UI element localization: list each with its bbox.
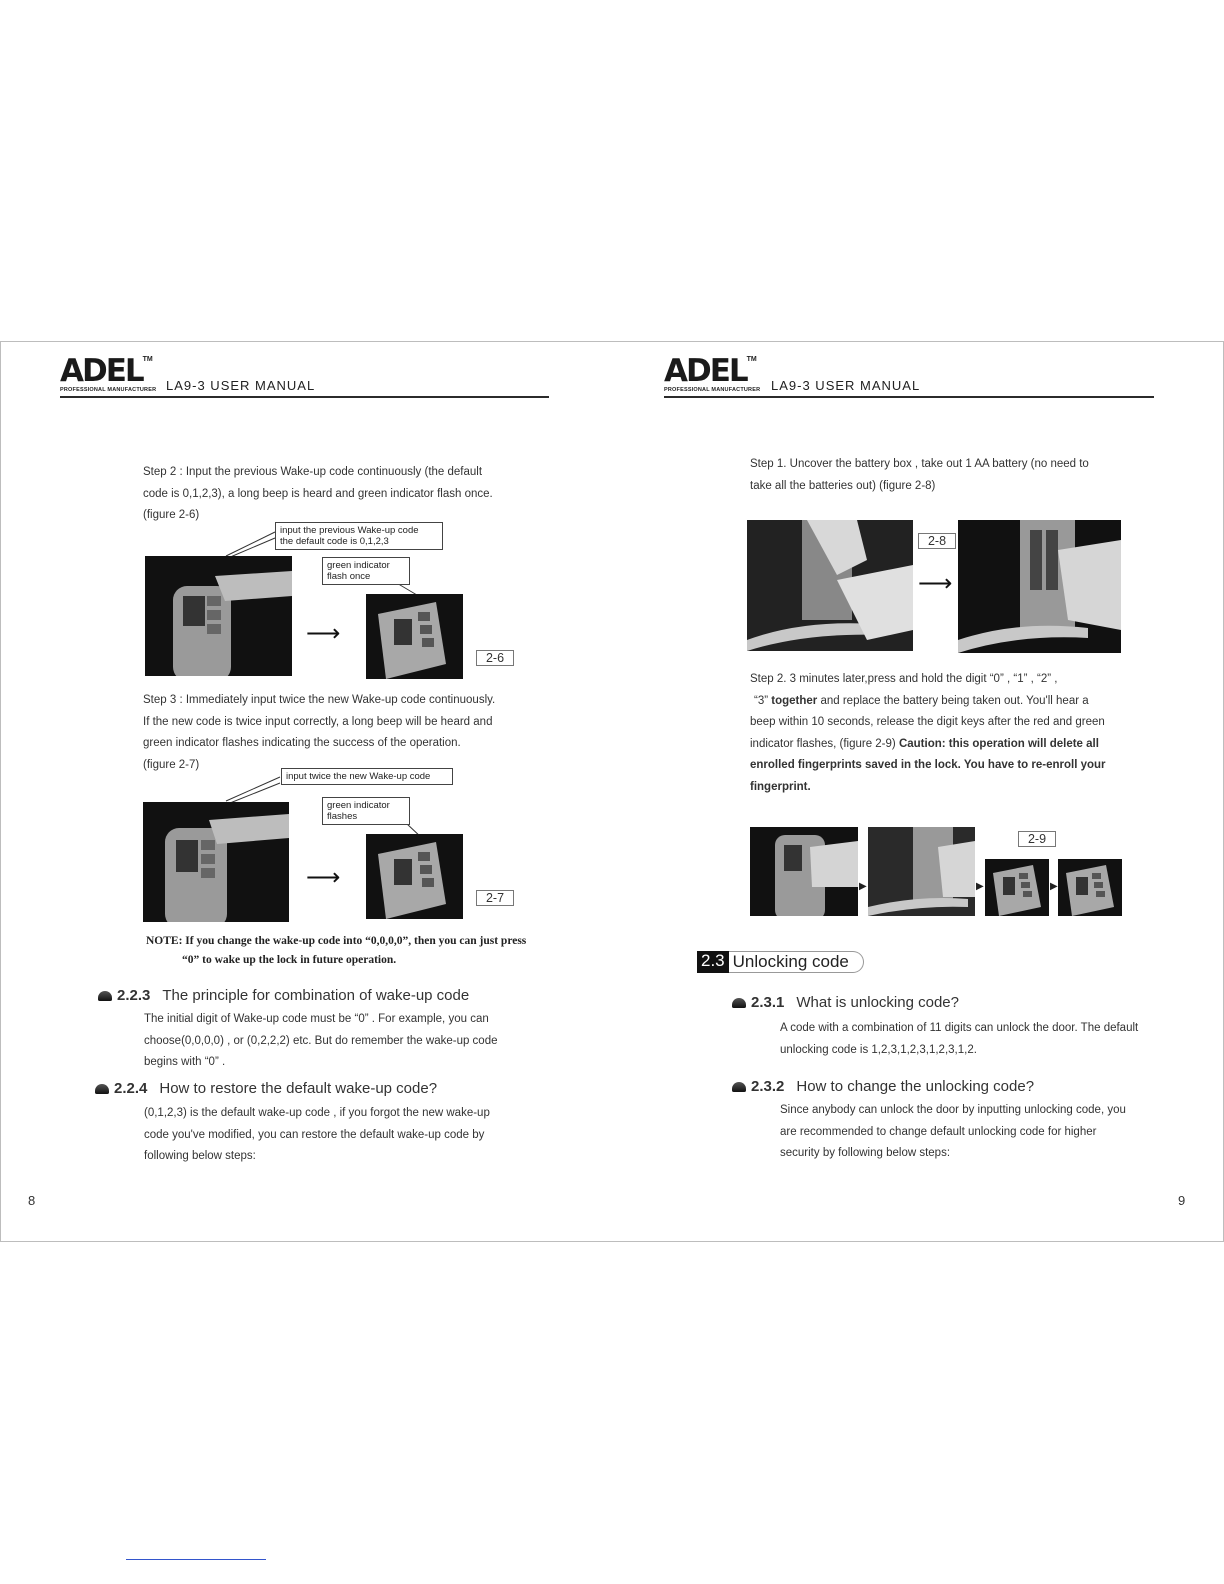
section-number: 2.3.1 [751, 994, 785, 1011]
heading-2-2-3 [98, 987, 469, 1004]
s232-body [780, 1100, 1152, 1165]
callout-line: the default code is 0,1,2,3 [280, 536, 389, 547]
callout-line: green indicator [327, 560, 390, 571]
text-line: code you've modified, you can restore the default wake-up code by [144, 1128, 485, 1141]
text-line: (figure 2-6) [143, 509, 200, 521]
press-digits-illustration [750, 827, 858, 916]
lock-illustration [143, 802, 289, 922]
heading-2-3-1 [732, 994, 959, 1011]
text-line: unlocking code is 1,2,3,1,2,3,1,2,3,1,2. [780, 1043, 977, 1056]
right-arrow-icon: ⟶ [306, 620, 341, 647]
note-line: “0” to wake up the lock in future operation. [182, 954, 397, 966]
header-rule-right [664, 396, 1154, 398]
lock-closeup-illustration [366, 594, 463, 679]
heading-2-3-2 [732, 1078, 1034, 1095]
photo-finger-input-code [143, 802, 289, 922]
text-line: Step 1. Uncover the battery box , take out 1 AA battery (no need to [750, 458, 1089, 470]
brand-name: ADEL [60, 353, 143, 389]
right-arrow-icon: ⟶ [918, 570, 953, 597]
callout-line: flash once [327, 571, 371, 582]
bullet-icon [95, 1084, 109, 1094]
callout-green-flashes [322, 797, 410, 825]
text-line: A code with a combination of 11 digits can unlock the door. The default [780, 1022, 1139, 1034]
note-line: NOTE: If you change the wake-up code into “0,0,0,0”, then you can just press [146, 935, 527, 947]
manual-title-right: LA9-3 USER MANUAL [771, 378, 921, 393]
section-title: How to change the unlocking code? [796, 1078, 1035, 1095]
section-number-box: 2.3 [697, 951, 729, 973]
heading-2-2-4 [95, 1080, 437, 1097]
lock-keypad-illustration [985, 859, 1049, 916]
callout-new-code: input twice the new Wake-up code [281, 768, 453, 785]
step1-text-right [750, 454, 1122, 497]
section-number: 2.3.2 [751, 1078, 785, 1095]
battery-removal-illustration [958, 520, 1121, 653]
text-line: code is 0,1,2,3), a long beep is heard and green indicator flash once. [143, 487, 493, 500]
step2-text-left [143, 462, 521, 527]
photo-finger-pressing-keypad [145, 556, 292, 676]
callout-line: green indicator [327, 800, 390, 811]
text-line: begins with “0” . [144, 1056, 226, 1068]
text-line: Step 2 : Input the previous Wake-up code continuously (the default [143, 466, 483, 478]
emphasis-together: together [771, 694, 818, 707]
brand-name: ADEL [664, 353, 747, 389]
lock-closeup-illustration [366, 834, 463, 919]
text-line: (0,1,2,3) is the default wake-up code , if you forgot the new wake-up [144, 1107, 490, 1119]
text-span: “3” [754, 694, 769, 707]
caution-line: fingerprint. [750, 780, 811, 793]
section-number: 2.2.4 [114, 1080, 148, 1097]
play-arrow-icon: ▶ [859, 881, 867, 892]
header-rule-left [60, 396, 549, 398]
s223-body [144, 1009, 517, 1074]
replace-battery-illustration [868, 827, 975, 916]
text-line: security by following below steps: [780, 1147, 951, 1159]
brand-subtitle: PROFESSIONAL MANUFACTURER [664, 387, 761, 393]
photo-uncover-battery-box [747, 520, 913, 651]
figure-label-2-8: 2-8 [918, 533, 956, 549]
battery-box-illustration [747, 520, 913, 651]
text-line: The initial digit of Wake-up code must be “0” . For example, you can [144, 1013, 489, 1025]
text-line: beep within 10 seconds, release the digit keys after the red and green [750, 716, 1105, 728]
step2-text-right [750, 669, 1124, 798]
step3-text-left [143, 690, 521, 776]
trademark: TM [746, 356, 757, 363]
caution-line: enrolled fingerprints saved in the lock. You have to re-enroll your [750, 759, 1106, 771]
text-line: following below steps: [144, 1150, 256, 1162]
section-title: How to restore the default wake-up code? [159, 1080, 438, 1097]
page-number-left: 8 [28, 1193, 36, 1208]
section-title: The principle for combination of wake-up code [162, 987, 470, 1004]
note-wakeup-zero [146, 932, 566, 970]
s224-body [144, 1103, 517, 1168]
photo-indicator-flash-1 [985, 859, 1049, 916]
text-line: are recommended to change default unlocking code for higher [780, 1125, 1097, 1138]
photo-lock-closeup [366, 594, 463, 679]
figure-label-2-7: 2-7 [476, 890, 514, 906]
play-arrow-icon: ▶ [1050, 881, 1058, 892]
trademark: TM [142, 356, 153, 363]
section-number: 2.2.3 [117, 987, 151, 1004]
text-line: take all the batteries out) (figure 2-8) [750, 479, 936, 492]
bullet-icon [732, 998, 746, 1008]
footer-link-line [126, 1559, 266, 1560]
callout-line: input the previous Wake-up code [280, 525, 419, 536]
bullet-icon [98, 991, 112, 1001]
text-line: choose(0,0,0,0) , or (0,2,2,2) etc. But do remember the wake-up code [144, 1034, 498, 1047]
photo-indicator-flash-2 [1058, 859, 1122, 916]
callout-previous-code [275, 522, 443, 550]
lock-keypad-illustration [1058, 859, 1122, 916]
figure-label-2-9: 2-9 [1018, 831, 1056, 847]
callout-green-flash [322, 557, 410, 585]
photo-lock-closeup-2 [366, 834, 463, 919]
right-arrow-icon: ⟶ [306, 864, 341, 891]
text-line: Step 2. 3 minutes later,press and hold the digit “0” , “1” , “2” , [750, 673, 1058, 685]
text-line: green indicator flashes indicating the success of the operation. [143, 737, 461, 749]
section-title: What is unlocking code? [796, 994, 959, 1011]
text-line: (figure 2-7) [143, 758, 200, 771]
figure-label-2-6: 2-6 [476, 650, 514, 666]
play-arrow-icon: ▶ [976, 881, 984, 892]
text-span: and replace the battery being taken out. You'll hear a [820, 694, 1089, 707]
lock-illustration [145, 556, 292, 676]
text-line: Since anybody can unlock the door by inputting unlocking code, you [780, 1104, 1126, 1116]
page-number-right: 9 [1178, 1193, 1186, 1208]
manual-title-left: LA9-3 USER MANUAL [166, 378, 316, 393]
photo-press-digits [750, 827, 858, 916]
text-line: Step 3 : Immediately input twice the new Wake-up code continuously. [143, 694, 496, 706]
photo-replace-battery [868, 827, 975, 916]
text-span: indicator flashes, (figure 2-9) [750, 737, 896, 750]
caution-text: Caution: this operation will delete all [898, 737, 1099, 750]
text-line: If the new code is twice input correctly, a long beep will be heard and [143, 715, 493, 728]
brand-subtitle: PROFESSIONAL MANUFACTURER [60, 387, 157, 393]
bullet-icon [732, 1082, 746, 1092]
section-header-2-3 [697, 951, 864, 973]
brand-logo-right [664, 353, 761, 393]
callout-line: flashes [327, 811, 358, 822]
photo-remove-battery [958, 520, 1121, 653]
brand-logo-left [60, 353, 157, 393]
section-title: Unlocking code [729, 951, 864, 973]
s231-body [780, 1018, 1154, 1061]
